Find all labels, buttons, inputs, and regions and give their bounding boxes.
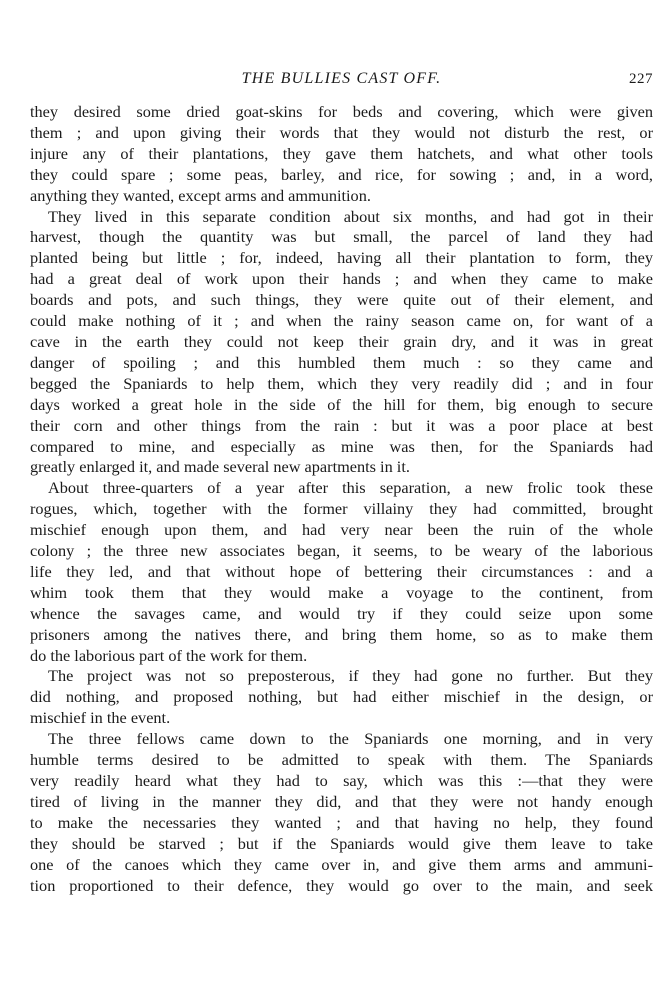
text-line: them ; and upon giving their words that they would not disturb the rest, or — [30, 122, 653, 142]
text-line: did nothing, and proposed nothing, but had either mischief in the design, or — [30, 687, 653, 707]
text-line: they desired some dried goat-skins for beds and covering, which were given — [30, 102, 653, 121]
text-line: greatly enlarged it, and made several new apartments in it. — [30, 457, 410, 477]
page-number: 227 — [629, 71, 653, 87]
text-line: tired of living in the manner they did, and that they were not handy enough — [30, 791, 653, 811]
text-line: one of the canoes which they came over in, and give them arms and ammuni- — [30, 854, 653, 874]
text-line: had a great deal of work upon their hands ; and when they came to make — [30, 269, 653, 289]
text-line: tion proportioned to their defence, they would go over to the main, and seek — [30, 875, 653, 895]
paragraph-continuation — [30, 102, 653, 207]
text-line: they should be starved ; but if the Spaniards would give them leave to take — [30, 833, 653, 853]
text-line: very readily heard what they had to say, which was this :—that they were — [30, 771, 653, 790]
text-line: rogues, which, together with the former villainy they had committed, brought — [30, 499, 653, 519]
text-line: boards and pots, and such things, they were quite out of their element, and — [30, 290, 653, 310]
text-line: mischief enough upon them, and had very near been the ruin of the whole — [30, 520, 653, 540]
text-line: anything they wanted, except arms and ammunition. — [30, 185, 371, 205]
text-line: prisoners among the natives there, and bring them home, so as to make them — [30, 624, 653, 644]
text-line: injure any of their plantations, they gave them hatchets, and what other tools — [30, 143, 653, 163]
text-line: begged the Spaniards to help them, which they very readily did ; and in four — [30, 373, 653, 393]
text-line: days worked a great hole in the side of the hill for them, big enough to secure — [30, 394, 653, 414]
text-line: to make the necessaries they wanted ; and that having no help, they found — [30, 812, 653, 832]
text-line: danger of spoiling ; and this humbled them much : so they came and — [30, 352, 653, 372]
text-line: humble terms desired to be admitted to speak with them. The Spaniards — [30, 750, 653, 770]
text-line: The three fellows came down to the Spaniards one morning, and in very — [48, 729, 653, 749]
paragraph — [30, 478, 653, 666]
text-line: The project was not so preposterous, if they had gone no further. But they — [48, 666, 653, 686]
text-line: they could spare ; some peas, barley, and rice, for sowing ; and, in a word, — [30, 164, 653, 184]
text-line: planted being but little ; for, indeed, having all their plantation to form, they — [30, 248, 653, 268]
text-line: cave in the earth they could not keep their grain dry, and it was in great — [30, 331, 653, 351]
text-line: mischief in the event. — [30, 708, 171, 728]
text-line: do the laborious part of the work for them. — [30, 645, 308, 665]
text-line: whim took them that they would make a voyage to the continent, from — [30, 582, 653, 602]
text-line: About three-quarters of a year after this separation, a new frolic took these — [48, 478, 653, 498]
running-title: THE BULLIES CAST OFF. — [241, 70, 442, 87]
text-line: compared to mine, and especially as mine was then, for the Spaniards had — [30, 436, 653, 456]
text-line: life they led, and that without hope of bettering their circumstances : and a — [30, 561, 653, 581]
text-line: could make nothing of it ; and when the rainy season came on, for want of a — [30, 311, 653, 331]
text-line: harvest, though the quantity was but small, the parcel of land they had — [30, 227, 653, 247]
text-line: their corn and other things from the rain : but it was a poor place at best — [30, 415, 653, 435]
page-header — [30, 70, 653, 94]
body-text — [30, 102, 653, 896]
text-line: They lived in this separate condition about six months, and had got in their — [48, 206, 653, 226]
paragraph — [30, 729, 653, 896]
paragraph — [30, 666, 653, 729]
text-line: whence the savages came, and would try if they could seize upon some — [30, 603, 653, 623]
paragraph — [30, 207, 653, 479]
text-line: colony ; the three new associates began, it seems, to be weary of the laborious — [30, 541, 653, 561]
